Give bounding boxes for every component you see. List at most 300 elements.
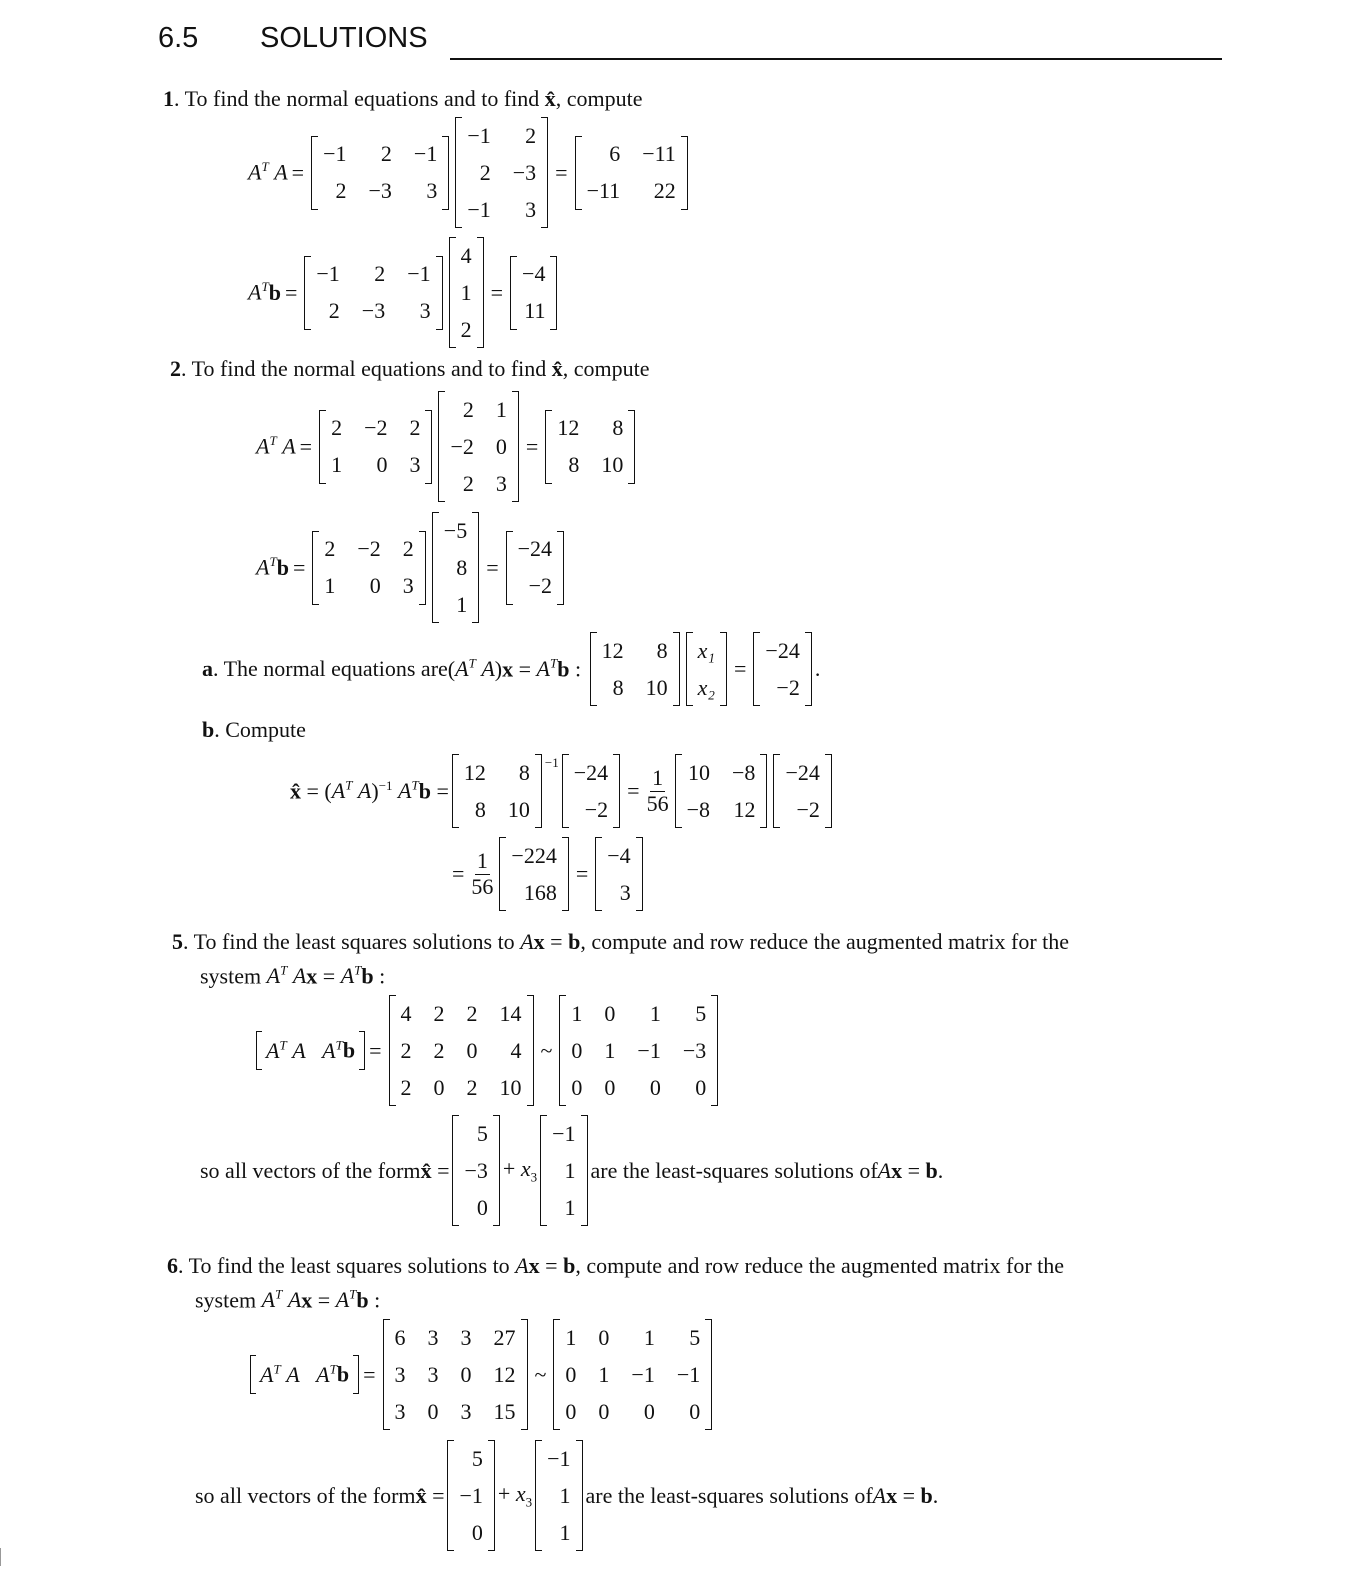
p2-ata-equation: $A^T$ A = 2 −2 2 1 0 3 2 1 −2 0 2 3 = 12 8 8 10 [256, 394, 638, 499]
page-edge-mark [0, 1548, 11, 1566]
matrix [535, 1440, 582, 1551]
p6-augmented: $A^T$ A $A^Tb$ = 6 3 3 27 3 3 0 12 3 0 3 15 ~ 1 0 1 5 0 1 −1 −1 0 0 0 0 [250, 1319, 715, 1430]
matrix-bracket-left [319, 410, 326, 484]
matrix-entry: 8 [474, 796, 486, 822]
matrix-bracket-right [681, 136, 688, 210]
matrix [510, 256, 557, 330]
part-label: a [202, 656, 213, 681]
matrix-entry: 0 [604, 1000, 616, 1026]
problem-number: 2 [170, 356, 181, 381]
problem-5-line2: system $A^T$ $Ax = A^Tb$ : [200, 963, 386, 989]
p5-augmented: $A^T$ A $A^Tb$ = 4 2 2 14 2 2 0 4 2 0 2 10 ~ 1 0 1 5 0 1 −1 −3 0 0 0 0 [256, 995, 721, 1106]
matrix-entry: 1 [643, 1324, 655, 1350]
matrix-entry: 2 [433, 1000, 445, 1026]
matrix-entry: 1 [564, 1194, 576, 1220]
matrix-entry: 2 [433, 1037, 445, 1063]
matrix-entry: −1 [631, 1361, 655, 1387]
matrix-entry: 2 [400, 1074, 412, 1100]
matrix-entry: 1 [456, 591, 468, 617]
matrix-entry: 10 [601, 452, 624, 477]
section-header [158, 22, 1222, 62]
matrix-cells [396, 995, 527, 1106]
matrix-entry: 10 [507, 796, 530, 822]
matrix-bracket-right [535, 754, 542, 828]
matrix-entry: 0 [604, 1074, 616, 1100]
matrix-cells [326, 410, 425, 484]
matrix-entry: 5 [689, 1324, 701, 1350]
denominator: 56 [471, 873, 494, 899]
matrix-bracket-right [521, 1319, 528, 1430]
matrix-entry: 1 [495, 396, 507, 422]
matrix-entry: 3 [394, 1398, 406, 1424]
matrix-entry: 10 [645, 674, 668, 700]
matrix [312, 531, 425, 605]
matrix-bracket-right [425, 410, 432, 484]
matrix [562, 754, 620, 828]
matrix-bracket-left [553, 1319, 560, 1430]
matrix-entry: 2 [374, 261, 386, 286]
matrix-cells [454, 1440, 487, 1551]
p5-solution: so all vectors of the form x̂ = 5 −3 0 + $x_3$ −1 1 1 are the least-squares solutions of A x = b . [200, 1115, 943, 1226]
matrix-entry: 2 [335, 178, 347, 203]
matrix-bracket-right [613, 754, 620, 828]
matrix-entry: 4 [460, 242, 472, 268]
matrix-entry: −1 [316, 261, 340, 286]
matrix-entry: 1 [559, 1482, 571, 1508]
matrix-bracket-left [506, 531, 513, 605]
matrix-entry: 0 [466, 1037, 478, 1063]
matrix-cells [560, 1319, 705, 1430]
matrix-entry: 4 [400, 1000, 412, 1026]
fraction [471, 849, 493, 898]
matrix-entry: 0 [427, 1398, 439, 1424]
problem-text: . To find the least squares solutions to [178, 1253, 516, 1278]
matrix-bracket-right [720, 632, 727, 706]
matrix-entry: −1 [676, 1361, 701, 1387]
matrix-entry: 1 [604, 1037, 616, 1063]
matrix-cells [506, 837, 561, 911]
matrix-entry: −3 [368, 178, 392, 203]
matrix-cells [780, 754, 824, 828]
matrix-cells [760, 632, 804, 706]
matrix-entry: −3 [361, 298, 386, 323]
matrix-bracket-left [753, 632, 760, 706]
p1-ata-equation: $A^T$ A = −1 2 −1 2 −3 3 −1 2 2 −3 −1 3 = 6 −11 −11 22 [248, 120, 691, 225]
matrix-bracket-left [311, 136, 318, 210]
matrix-entry: 3 [409, 452, 421, 477]
p2-part-b [202, 719, 306, 741]
part-label: b [202, 717, 215, 742]
matrix-bracket-right [705, 1319, 712, 1430]
matrix-entry: 15 [493, 1398, 516, 1424]
matrix-entry: 0 [433, 1074, 445, 1100]
matrix-cells [311, 256, 435, 330]
matrix [452, 1115, 499, 1226]
matrix-entry: −4 [522, 261, 546, 286]
matrix-bracket-left [773, 754, 780, 828]
matrix-entry: 10 [499, 1074, 522, 1100]
matrix-cells [459, 754, 535, 828]
matrix-entry: 2 [462, 396, 474, 422]
matrix [447, 1440, 494, 1551]
matrix-entry: −1 [407, 261, 431, 286]
matrix-bracket-right [628, 410, 635, 484]
problem-number: 5 [172, 929, 183, 954]
matrix-entry: 12 [601, 637, 624, 663]
matrix-entry: 3 [394, 1361, 406, 1387]
matrix-entry: −24 [765, 637, 800, 663]
problem-text: system [200, 963, 267, 989]
matrix-bracket-left [545, 410, 552, 484]
matrix [311, 136, 449, 210]
matrix-entry: 27 [493, 1324, 516, 1350]
section-title: SOLUTIONS [260, 22, 428, 54]
matrix-bracket-left [312, 531, 319, 605]
matrix-bracket-left [686, 632, 693, 706]
matrix-cells [318, 136, 442, 210]
p1-atb-equation: $A^T$ b = −1 2 −1 2 −3 3 4 1 2 = −4 11 [248, 240, 560, 345]
matrix-entry: 2 [466, 1074, 478, 1100]
problem-6-line2: system $A^T$ $Ax = A^Tb$ : [195, 1287, 381, 1313]
matrix-bracket-left [590, 632, 597, 706]
matrix-bracket-left [304, 256, 311, 330]
matrix-bracket-right [557, 531, 564, 605]
matrix-entry: x₁ [697, 637, 715, 663]
problem-number: 1 [163, 86, 174, 111]
matrix-entry: −2 [357, 536, 381, 561]
matrix-entry: −2 [584, 796, 609, 822]
solution-text: so all vectors of the form [200, 1157, 421, 1183]
matrix-entry: −24 [573, 759, 609, 785]
matrix-entry: 14 [499, 1000, 522, 1026]
matrix-cells [459, 1115, 492, 1226]
matrix-bracket-left [675, 754, 682, 828]
p2-normal-equations: a . The normal equations are ($A^T$ $A)x = A^Tb$ : 12 8 8 10 x₁ x₂ = −24 −2 . [202, 633, 820, 705]
matrix-entry: 1 [559, 1519, 571, 1545]
matrix-bracket-right [541, 117, 548, 228]
matrix-bracket-left [575, 136, 582, 210]
matrix-entry: 0 [565, 1398, 577, 1424]
matrix-cells [597, 632, 673, 706]
matrix [686, 632, 727, 706]
matrix-entry: −1 [323, 141, 347, 166]
matrix [540, 1115, 587, 1226]
matrix-entry: −1 [552, 1120, 576, 1146]
matrix-entry: −1 [467, 196, 491, 222]
matrix-entry: −1 [413, 141, 438, 166]
matrix-entry: 12 [493, 1361, 516, 1387]
matrix-entry: −3 [512, 159, 537, 185]
xhat-symbol: x̂ [551, 356, 563, 381]
matrix-bracket-right [472, 512, 479, 623]
section-number: 6.5 [158, 22, 199, 54]
matrix-entry: 8 [612, 674, 624, 700]
matrix [319, 410, 432, 484]
matrix-bracket-left [449, 237, 456, 348]
matrix-entry: −24 [785, 759, 820, 785]
matrix-bracket-right [419, 531, 426, 605]
matrix-entry: −11 [642, 141, 676, 166]
solution-text: so all vectors of the form [195, 1482, 416, 1508]
xhat-symbol: x̂ [544, 86, 556, 111]
matrix-entry: 3 [402, 573, 414, 598]
matrix-entry: −5 [443, 517, 468, 543]
matrix-entry: 3 [427, 1361, 439, 1387]
matrix [753, 632, 811, 706]
matrix-entry: −3 [682, 1037, 707, 1063]
matrix [499, 837, 568, 911]
matrix [438, 391, 518, 502]
matrix-entry: 11 [524, 298, 546, 323]
part-text: . The normal equations are [213, 656, 448, 681]
matrix-entry: −2 [364, 415, 388, 440]
denominator: 56 [646, 790, 669, 816]
matrix-entry: 8 [568, 452, 580, 477]
matrix-entry: 0 [471, 1519, 483, 1545]
matrix-entry: −224 [511, 842, 557, 868]
matrix-cells [390, 1319, 521, 1430]
problem-text-tail: , compute and row reduce the augmented matrix for the [580, 929, 1070, 954]
matrix-entry: 1 [331, 452, 343, 477]
matrix-entry: 3 [427, 1324, 439, 1350]
matrix-entry: −2 [450, 433, 474, 459]
matrix-cells [513, 531, 557, 605]
matrix-entry: 0 [476, 1194, 488, 1220]
matrix-entry: −11 [586, 178, 621, 203]
part-text: . Compute [214, 717, 306, 742]
matrix-bracket-left [383, 1319, 390, 1430]
matrix-entry: 22 [653, 178, 676, 203]
p2-result-equation: = $\frac{1}{56}$ −224 168 = −4 3 [448, 838, 646, 910]
matrix-entry: 0 [695, 1074, 707, 1100]
matrix-entry: 1 [598, 1361, 610, 1387]
matrix-entry: 3 [460, 1398, 472, 1424]
matrix-entry: 0 [649, 1074, 661, 1100]
problem-text: . To find the least squares solutions to [183, 929, 521, 954]
matrix-entry: 8 [656, 637, 668, 663]
matrix-entry: −4 [607, 842, 631, 868]
matrix-entry: 2 [479, 159, 491, 185]
matrix-entry: −8 [732, 759, 756, 785]
matrix-bracket-right [562, 837, 569, 911]
matrix-bracket-left [447, 1440, 454, 1551]
matrix-entry: 1 [564, 1157, 576, 1183]
matrix [553, 1319, 712, 1430]
matrix-bracket-right [636, 837, 643, 911]
matrix-entry: 3 [460, 1324, 472, 1350]
matrix [304, 256, 442, 330]
matrix [675, 754, 768, 828]
matrix-bracket-left [595, 837, 602, 911]
matrix-entry: 1 [571, 1000, 583, 1026]
matrix-entry: −2 [796, 796, 820, 822]
matrix-bracket-right [493, 1115, 500, 1226]
matrix-entry: 3 [495, 470, 507, 496]
matrix-cells [319, 531, 418, 605]
matrix-entry: 0 [369, 573, 381, 598]
matrix-entry: 10 [688, 759, 711, 785]
matrix-entry: 2 [402, 536, 414, 561]
matrix-cells [462, 117, 541, 228]
matrix-cells [552, 410, 628, 484]
matrix-cells [517, 256, 550, 330]
matrix-entry: 0 [598, 1324, 610, 1350]
matrix-bracket-left [510, 256, 517, 330]
matrix-entry: 12 [463, 759, 486, 785]
matrix-cells [445, 391, 511, 502]
matrix-entry: 5 [476, 1120, 488, 1146]
matrix [383, 1319, 528, 1430]
matrix-entry: x₂ [697, 674, 715, 700]
matrix [575, 136, 688, 210]
matrix-entry: 0 [598, 1398, 610, 1424]
matrix [449, 237, 484, 348]
matrix-entry: 2 [466, 1000, 478, 1026]
matrix-bracket-left [389, 995, 396, 1106]
matrix-bracket-left [452, 754, 459, 828]
matrix-bracket-right [805, 632, 812, 706]
matrix-cells [693, 632, 720, 706]
matrix-entry: 2 [324, 536, 336, 561]
matrix-entry: 0 [571, 1037, 583, 1063]
matrix-bracket-right [488, 1440, 495, 1551]
matrix-entry: 168 [523, 879, 557, 905]
matrix-entry: 1 [324, 573, 336, 598]
matrix [773, 754, 831, 828]
matrix-bracket-right [576, 1440, 583, 1551]
matrix-entry: 8 [456, 554, 468, 580]
matrix-entry: −2 [528, 573, 553, 598]
matrix [595, 837, 642, 911]
matrix-cells [542, 1440, 575, 1551]
matrix-bracket-left [452, 1115, 459, 1226]
p2-atb-equation: $A^T$ b = 2 −2 2 1 0 3 −5 8 1 = −24 −2 [256, 515, 567, 620]
matrix-entry: −1 [547, 1445, 571, 1471]
matrix-cells [566, 995, 711, 1106]
matrix-cells [547, 1115, 580, 1226]
matrix-bracket-left [540, 1115, 547, 1226]
matrix-entry: 6 [609, 141, 621, 166]
matrix-entry: 0 [643, 1398, 655, 1424]
matrix-entry: 5 [471, 1445, 483, 1471]
matrix-bracket-right [825, 754, 832, 828]
solution-tail: are the least-squares solutions of [585, 1482, 873, 1508]
matrix-cells [602, 837, 635, 911]
matrix-cells [456, 237, 477, 348]
matrix-entry: 6 [394, 1324, 406, 1350]
matrix-bracket-left [432, 512, 439, 623]
matrix-entry: 0 [571, 1074, 583, 1100]
matrix-entry: −2 [776, 674, 800, 700]
matrix-entry: −1 [459, 1482, 483, 1508]
problem-6-heading: 6. To find the least squares solutions to Ax = b, compute and row reduce the augmented matrix for the [167, 1253, 1065, 1278]
matrix-bracket-right [550, 256, 557, 330]
matrix-entry: 0 [460, 1361, 472, 1387]
matrix [590, 632, 680, 706]
matrix-bracket-right [436, 256, 443, 330]
matrix-bracket-left [499, 837, 506, 911]
matrix-entry: 2 [460, 316, 472, 342]
p2-xhat-equation: x̂ = ($A^T$ A)$^{-1}$ $A^Tb$ = 12 8 8 10 $^{-1}$ −24 −2 = $\frac{1}{56}$ 10 −8 −8 12 −24 −2 [290, 755, 835, 827]
matrix-entry: 0 [565, 1361, 577, 1387]
matrix-bracket-right [512, 391, 519, 502]
matrix-entry: 2 [400, 1037, 412, 1063]
matrix [545, 410, 635, 484]
matrix-bracket-right [673, 632, 680, 706]
matrix-bracket-left [438, 391, 445, 502]
matrix [432, 512, 479, 623]
matrix-entry: 12 [557, 415, 580, 440]
problem-text-tail: , compute and row reduce the augmented matrix for the [575, 1253, 1065, 1278]
matrix-entry: 0 [689, 1398, 701, 1424]
matrix-bracket-right [477, 237, 484, 348]
section-rule [450, 58, 1222, 60]
matrix-bracket-right [442, 136, 449, 210]
matrix [389, 995, 534, 1106]
matrix-entry: −24 [517, 536, 553, 561]
matrix-entry: 2 [380, 141, 392, 166]
matrix-entry: 1 [460, 279, 472, 305]
matrix-cells [582, 136, 681, 210]
matrix-entry: 8 [612, 415, 624, 440]
matrix [455, 117, 548, 228]
problem-5-heading: 5. To find the least squares solutions to Ax = b, compute and row reduce the augmented matrix for the [172, 929, 1070, 954]
matrix-cells [439, 512, 472, 623]
matrix-entry: 5 [695, 1000, 707, 1026]
problem-2-heading [170, 358, 650, 380]
matrix-entry: 2 [409, 415, 421, 440]
matrix-entry: 0 [376, 452, 388, 477]
problem-text-tail: , compute [555, 86, 643, 111]
matrix-entry: −3 [464, 1157, 488, 1183]
matrix-cells [569, 754, 613, 828]
matrix [452, 754, 542, 828]
fraction [647, 766, 669, 815]
matrix-bracket-right [760, 754, 767, 828]
matrix-entry: 8 [518, 759, 530, 785]
matrix-entry: −1 [637, 1037, 661, 1063]
matrix-entry: 2 [331, 415, 343, 440]
matrix [506, 531, 564, 605]
matrix-bracket-right [527, 995, 534, 1106]
matrix-cells [682, 754, 761, 828]
matrix-bracket-right [581, 1115, 588, 1226]
solution-tail: are the least-squares solutions of [590, 1157, 878, 1183]
matrix-bracket-left [535, 1440, 542, 1551]
matrix-entry: 4 [510, 1037, 522, 1063]
problem-number: 6 [167, 1253, 178, 1278]
matrix-bracket-right [711, 995, 718, 1106]
numerator: 1 [476, 848, 488, 874]
matrix-entry: 1 [649, 1000, 661, 1026]
numerator: 1 [652, 765, 664, 791]
problem-text-tail: , compute [562, 356, 650, 381]
matrix-entry: 3 [419, 298, 431, 323]
matrix-bracket-left [559, 995, 566, 1106]
matrix-entry: 1 [565, 1324, 577, 1350]
matrix-entry: 3 [619, 879, 631, 905]
matrix-entry: 0 [495, 433, 507, 459]
matrix-entry: 3 [426, 178, 438, 203]
problem-text: . To find the normal equations and to find [181, 356, 552, 381]
problem-1-heading [163, 88, 643, 110]
p6-solution: so all vectors of the form x̂ = 5 −1 0 + $x_3$ −1 1 1 are the least-squares solutions of A x = b . [195, 1440, 938, 1551]
matrix-bracket-left [455, 117, 462, 228]
matrix-entry: 2 [462, 470, 474, 496]
matrix-entry: 3 [525, 196, 537, 222]
matrix-entry: 2 [328, 298, 340, 323]
matrix-entry: 12 [733, 796, 756, 822]
